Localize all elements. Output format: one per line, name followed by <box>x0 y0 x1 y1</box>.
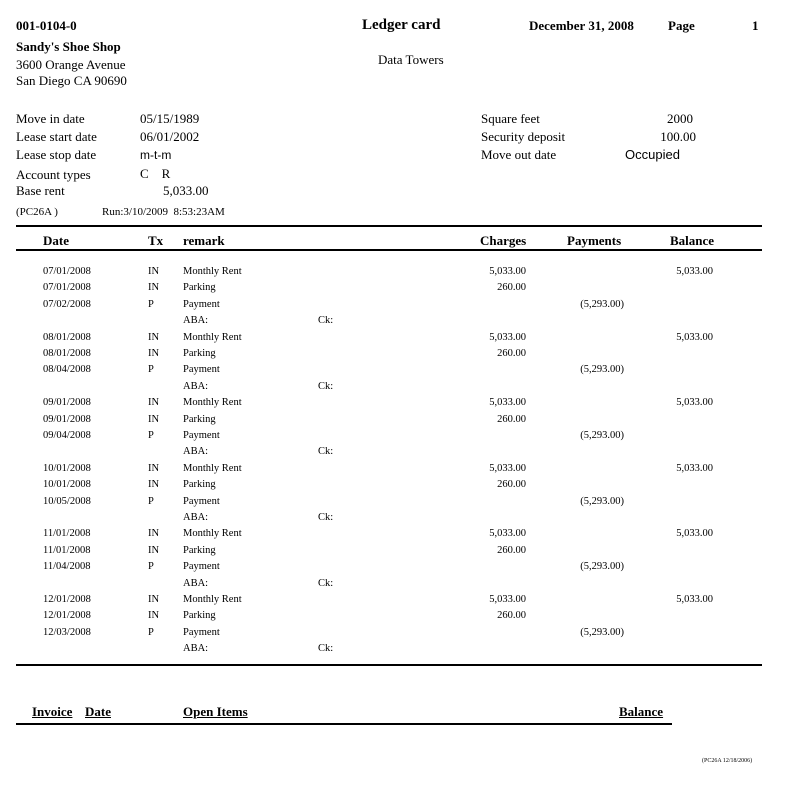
row-date: 09/01/2008 <box>43 414 91 425</box>
tenant-name: Sandy's Shoe Shop <box>16 39 121 54</box>
row-ck-label: Ck: <box>318 381 334 392</box>
account-types-label: Account types <box>16 167 91 182</box>
row-date: 07/02/2008 <box>43 299 91 310</box>
row-date: 10/01/2008 <box>43 479 91 490</box>
property-name: Data Towers <box>378 52 444 67</box>
row-ck-label: Ck: <box>318 578 334 589</box>
row-remark: ABA: <box>183 578 209 589</box>
base-rent-value: 5,033.00 <box>163 183 209 198</box>
row-balance: 5,033.00 <box>676 463 713 474</box>
lease-stop-label: Lease stop date <box>16 147 97 162</box>
row-balance: 5,033.00 <box>676 332 713 343</box>
row-date: 09/04/2008 <box>43 430 91 441</box>
row-tx: IN <box>148 266 160 277</box>
lease-start-label: Lease start date <box>16 129 97 144</box>
row-date: 12/03/2008 <box>43 627 91 638</box>
report-date: December 31, 2008 <box>529 18 634 33</box>
row-tx: IN <box>148 332 160 343</box>
base-rent-label: Base rent <box>16 183 65 198</box>
row-date: 08/01/2008 <box>43 332 91 343</box>
col-header-payments: Payments <box>567 233 622 248</box>
row-balance: 5,033.00 <box>676 594 713 605</box>
row-tx: IN <box>148 414 160 425</box>
row-tx: P <box>148 627 154 638</box>
row-payments: (5,293.00) <box>580 627 624 638</box>
row-tx: P <box>148 364 154 375</box>
row-balance: 5,033.00 <box>676 528 713 539</box>
col-header-date: Date <box>43 233 69 248</box>
row-ck-label: Ck: <box>318 315 334 326</box>
row-charges: 260.00 <box>497 545 526 556</box>
move-out-label: Move out date <box>481 147 557 162</box>
address-line-1: 3600 Orange Avenue <box>16 57 126 72</box>
row-remark: Parking <box>183 479 216 490</box>
row-charges: 5,033.00 <box>489 528 526 539</box>
security-deposit-value: 100.00 <box>660 129 696 144</box>
row-charges: 5,033.00 <box>489 463 526 474</box>
row-date: 07/01/2008 <box>43 282 91 293</box>
row-tx: IN <box>148 463 160 474</box>
row-ck-label: Ck: <box>318 512 334 523</box>
row-charges: 260.00 <box>497 348 526 359</box>
row-ck-label: Ck: <box>318 446 334 457</box>
square-feet-value: 2000 <box>667 111 693 126</box>
table-top-rule <box>16 225 762 227</box>
row-charges: 5,033.00 <box>489 266 526 277</box>
open-items-date-header: Date <box>85 704 111 719</box>
open-items-balance-header: Balance <box>619 704 664 719</box>
row-charges: 260.00 <box>497 282 526 293</box>
account-number: 001-0104-0 <box>16 18 77 33</box>
row-charges: 260.00 <box>497 610 526 621</box>
row-remark: Monthly Rent <box>183 594 242 605</box>
row-remark: Payment <box>183 430 220 441</box>
row-date: 12/01/2008 <box>43 594 91 605</box>
row-charges: 5,033.00 <box>489 594 526 605</box>
row-payments: (5,293.00) <box>580 364 624 375</box>
row-remark: ABA: <box>183 643 209 654</box>
row-date: 11/01/2008 <box>43 545 91 556</box>
row-remark: Payment <box>183 496 220 507</box>
account-types-value: C R <box>140 166 171 181</box>
move-out-value: Occupied <box>625 147 680 162</box>
row-date: 12/01/2008 <box>43 610 91 621</box>
run-info: Run:3/10/2009 8:53:23AM <box>102 206 225 218</box>
col-header-remark: remark <box>183 233 225 248</box>
row-date: 09/01/2008 <box>43 397 91 408</box>
row-balance: 5,033.00 <box>676 397 713 408</box>
row-remark: Monthly Rent <box>183 266 242 277</box>
move-in-value: 05/15/1989 <box>140 111 200 126</box>
row-remark: Payment <box>183 364 220 375</box>
row-date: 08/04/2008 <box>43 364 91 375</box>
row-charges: 260.00 <box>497 479 526 490</box>
report-title: Ledger card <box>362 17 441 33</box>
row-remark: Monthly Rent <box>183 528 242 539</box>
row-tx: P <box>148 496 154 507</box>
open-items-invoice-header: Invoice <box>32 704 73 719</box>
row-remark: ABA: <box>183 381 209 392</box>
row-remark: Payment <box>183 299 220 310</box>
row-date: 11/01/2008 <box>43 528 91 539</box>
row-remark: Parking <box>183 348 216 359</box>
open-items-rule <box>16 723 672 725</box>
square-feet-label: Square feet <box>481 111 540 126</box>
row-payments: (5,293.00) <box>580 299 624 310</box>
row-tx: IN <box>148 545 160 556</box>
row-tx: P <box>148 430 154 441</box>
row-remark: Monthly Rent <box>183 463 242 474</box>
row-remark: Parking <box>183 545 216 556</box>
row-charges: 260.00 <box>497 414 526 425</box>
row-date: 10/01/2008 <box>43 463 91 474</box>
row-charges: 5,033.00 <box>489 397 526 408</box>
row-payments: (5,293.00) <box>580 496 624 507</box>
lease-start-value: 06/01/2002 <box>140 129 200 144</box>
row-remark: Monthly Rent <box>183 332 242 343</box>
page-label: Page <box>668 18 695 33</box>
security-deposit-label: Security deposit <box>481 129 566 144</box>
row-remark: Payment <box>183 561 220 572</box>
table-bottom-rule <box>16 664 762 666</box>
col-header-tx: Tx <box>148 233 164 248</box>
row-payments: (5,293.00) <box>580 561 624 572</box>
row-date: 08/01/2008 <box>43 348 91 359</box>
row-tx: IN <box>148 479 160 490</box>
row-tx: IN <box>148 610 160 621</box>
row-remark: ABA: <box>183 512 209 523</box>
row-tx: P <box>148 561 154 572</box>
address-line-2: San Diego CA 90690 <box>16 73 127 88</box>
move-in-label: Move in date <box>16 111 85 126</box>
col-header-balance: Balance <box>670 233 715 248</box>
row-remark: Monthly Rent <box>183 397 242 408</box>
form-code: (PC26A 12/18/2006) <box>702 758 753 764</box>
row-balance: 5,033.00 <box>676 266 713 277</box>
row-date: 10/05/2008 <box>43 496 91 507</box>
row-remark: Payment <box>183 627 220 638</box>
row-remark: ABA: <box>183 446 209 457</box>
row-ck-label: Ck: <box>318 643 334 654</box>
row-tx: IN <box>148 397 160 408</box>
row-charges: 5,033.00 <box>489 332 526 343</box>
page-number: 1 <box>752 18 759 33</box>
row-tx: IN <box>148 348 160 359</box>
row-date: 11/04/2008 <box>43 561 91 572</box>
row-remark: ABA: <box>183 315 209 326</box>
row-remark: Parking <box>183 414 216 425</box>
table-header-rule <box>16 249 762 251</box>
report-code: (PC26A ) <box>16 206 58 218</box>
row-tx: P <box>148 299 154 310</box>
row-date: 07/01/2008 <box>43 266 91 277</box>
open-items-header: Open Items <box>183 704 248 719</box>
row-remark: Parking <box>183 610 216 621</box>
row-tx: IN <box>148 594 160 605</box>
lease-stop-value: m-t-m <box>140 148 172 162</box>
row-payments: (5,293.00) <box>580 430 624 441</box>
col-header-charges: Charges <box>480 233 527 248</box>
row-tx: IN <box>148 282 160 293</box>
row-remark: Parking <box>183 282 216 293</box>
row-tx: IN <box>148 528 160 539</box>
